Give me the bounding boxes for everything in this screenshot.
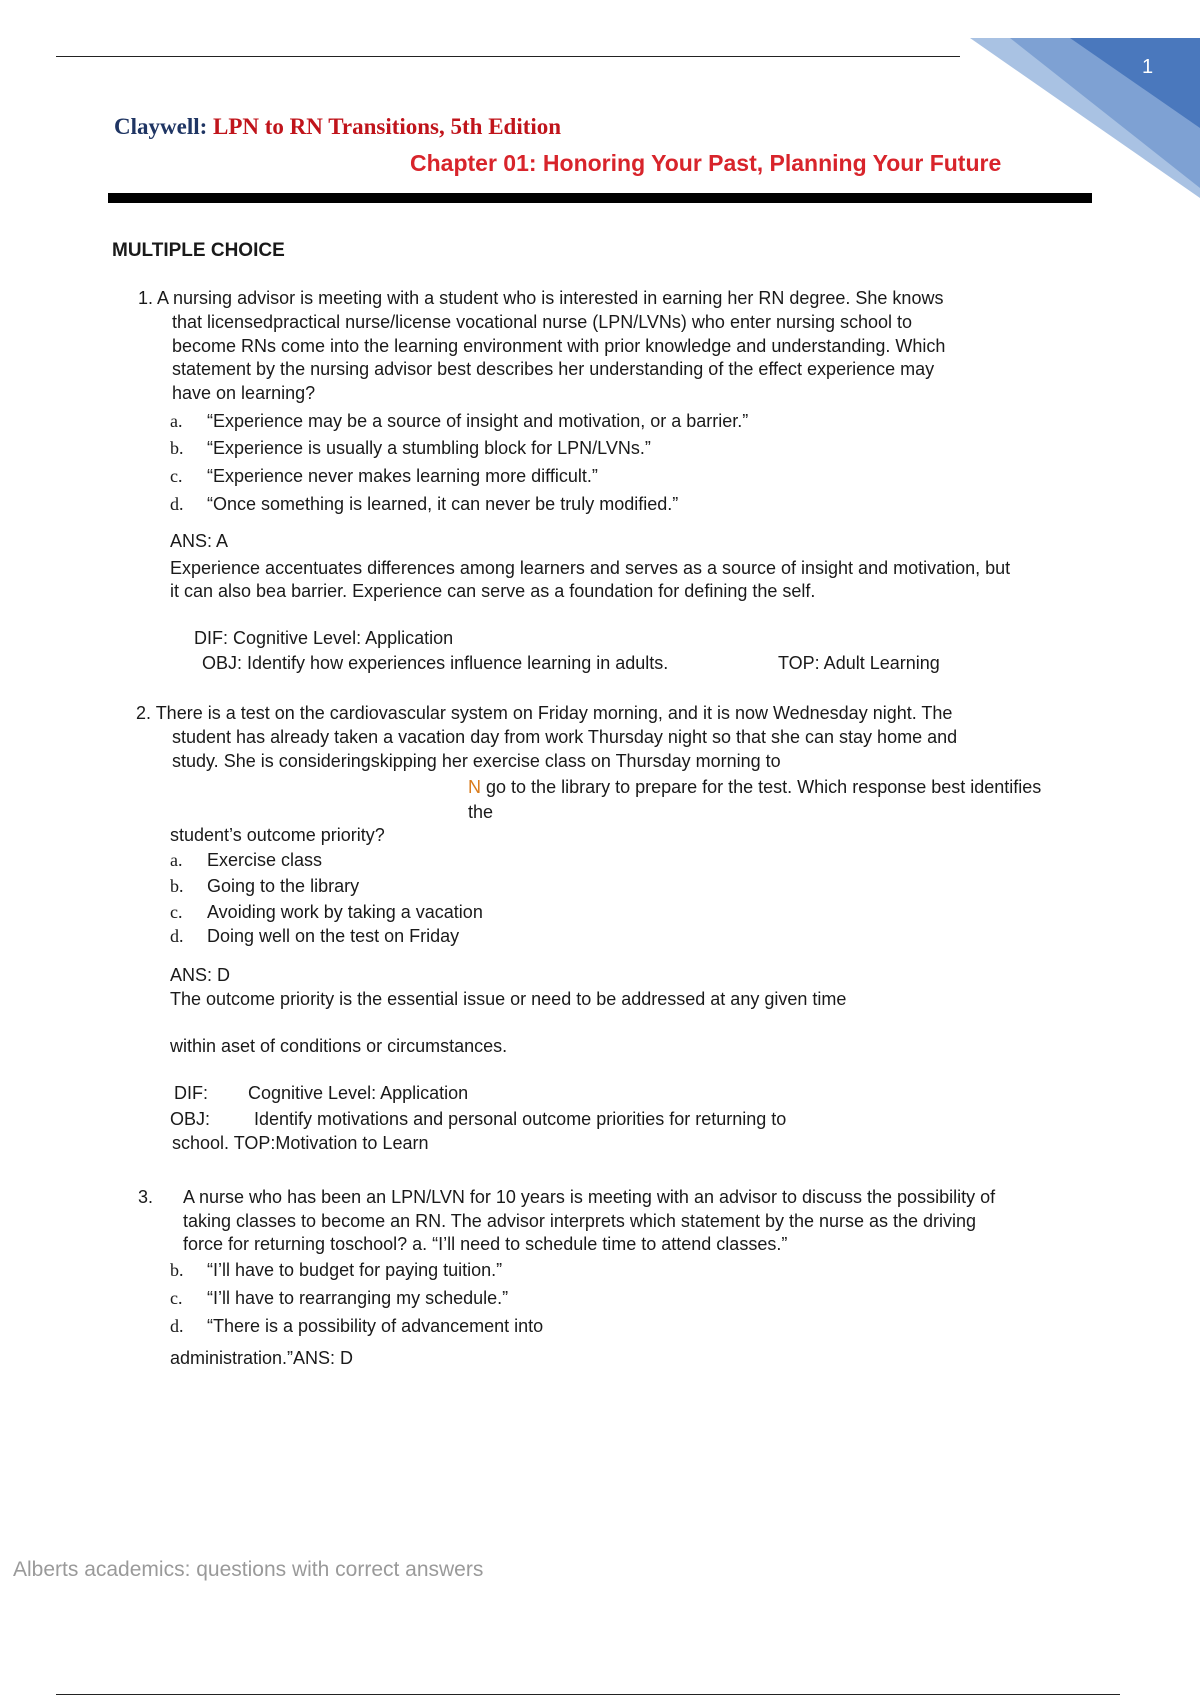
q1-difficulty: DIF: Cognitive Level: Application [194, 628, 454, 648]
book-author: Claywell: [114, 114, 208, 139]
q1-objective: OBJ: Identify how experiences influence learning in adults. [202, 653, 669, 673]
book-header [114, 114, 561, 140]
q3-option-b: b. “I’ll have to budget for paying tuition.” [170, 1260, 503, 1280]
book-title: LPN to RN Transitions, 5th Edition [213, 114, 562, 139]
q2-option-c: c. Avoiding work by taking a vacation [170, 902, 483, 922]
q2-stem-line: N go to the library to prepare for the test. Which response best identifies [468, 777, 1042, 797]
q1-rationale-line: Experience accentuates differences among learners and serves as a source of insight and motivation, but [170, 558, 1011, 578]
bottom-rule [56, 1694, 1120, 1695]
q2-objective: Identify motivations and personal outcome priorities for returning to [254, 1109, 787, 1129]
q3-stem-line: force for returning toschool? a. “I’ll need to schedule time to attend classes.” [183, 1234, 788, 1254]
q1-stem-line: become RNs come into the learning environment with prior knowledge and understanding. Which [172, 336, 946, 356]
q3-stem-line: taking classes to become an RN. The advisor interprets which statement by the nurse as the driving [183, 1211, 977, 1231]
q2-stem-line: the [468, 802, 494, 822]
q3-option-d: d. “There is a possibility of advancement into [170, 1316, 544, 1336]
q2-difficulty: Cognitive Level: Application [248, 1083, 469, 1103]
header-divider [108, 193, 1092, 203]
q1-stem-line: 1. A nursing advisor is meeting with a student who is interested in earning her RN degree. She knows [138, 288, 944, 308]
q2-option-a: a. Exercise class [170, 850, 323, 870]
q2-orange-mark: N [468, 777, 481, 797]
q1-stem-line: have on learning? [172, 383, 316, 403]
q1-rationale-line: it can also bea barrier. Experience can serve as a foundation for defining the self. [170, 581, 816, 601]
q1-topic: TOP: Adult Learning [778, 653, 940, 673]
page-corner-decoration [970, 38, 1200, 198]
footer-text: Alberts academics: questions with correct answers [13, 1558, 484, 1581]
page-number: 1 [1142, 56, 1154, 78]
q2-stem-line: 2. There is a test on the cardiovascular system on Friday morning, and it is now Wednesday night. The [136, 703, 953, 723]
q2-objective-label: OBJ: [170, 1109, 211, 1129]
q3-answer-line: administration.”ANS: D [170, 1348, 354, 1368]
q1-answer: ANS: A [170, 531, 229, 551]
q2-stem-line: student has already taken a vacation day from work Thursday night so that she can stay home and [172, 727, 958, 747]
q1-stem-line: statement by the nursing advisor best describes her understanding of the effect experience may [172, 359, 935, 379]
q2-answer: ANS: D [170, 965, 231, 985]
q1-stem-line: that licensedpractical nurse/license vocational nurse (LPN/LVNs) who enter nursing school to [172, 312, 913, 332]
q3-stem-line: A nurse who has been an LPN/LVN for 10 years is meeting with an advisor to discuss the possibility of [183, 1187, 996, 1207]
q2-stem-line: study. She is consideringskipping her exercise class on Thursday morning to [172, 751, 781, 771]
q3-number: 3. [138, 1187, 154, 1207]
q2-topic: school. TOP:Motivation to Learn [172, 1133, 429, 1153]
q1-option-b: b. “Experience is usually a stumbling block for LPN/LVNs.” [170, 438, 651, 458]
top-rule [56, 56, 960, 57]
section-heading: MULTIPLE CHOICE [112, 240, 285, 261]
chapter-title: Chapter 01: Honoring Your Past, Planning Your Future [410, 150, 1002, 176]
q2-difficulty-label: DIF: [174, 1083, 208, 1103]
q1-option-d: d. “Once something is learned, it can never be truly modified.” [170, 494, 679, 514]
q2-rationale-line: within aset of conditions or circumstances. [170, 1036, 508, 1056]
q2-rationale-line: The outcome priority is the essential issue or need to be addressed at any given time [170, 989, 847, 1009]
q1-option-c: c. “Experience never makes learning more difficult.” [170, 466, 598, 486]
q3-option-c: c. “I’ll have to rearranging my schedule.” [170, 1288, 509, 1308]
q2-stem-line: student’s outcome priority? [170, 825, 385, 845]
q2-option-b: b. Going to the library [170, 876, 360, 896]
q2-option-d: d. Doing well on the test on Friday [170, 926, 460, 946]
q1-option-a: a. “Experience may be a source of insight and motivation, or a barrier.” [170, 411, 749, 431]
